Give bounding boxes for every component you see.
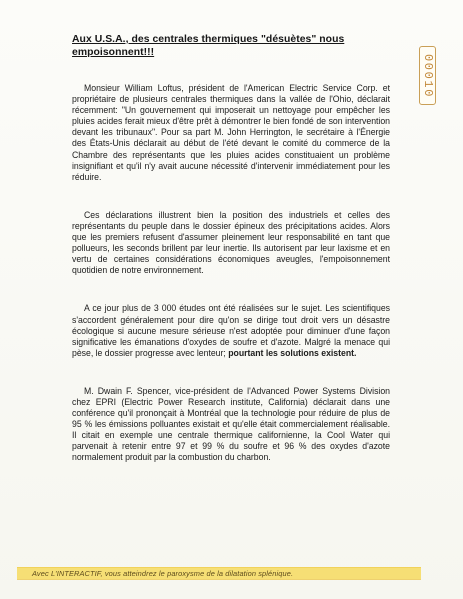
paragraph-3: A ce jour plus de 3 000 études ont été réalisées sur le sujet. Les scientifiques s'accordent généralement pour dire qu'on se dirige tout droit vers un désastre écologique si aucune mesure sérieuse n'est adoptée pour diminuer d'une façon significative les émanations d'oxydes de soufre et d'azote. Malgré la menace qui pèse, le dossier progresse avec lenteur; bbox=[72, 303, 390, 358]
page-number: 00010 bbox=[420, 53, 435, 98]
article-title: Aux U.S.A., des centrales thermiques "désuètes" nous empoisonnent!!! bbox=[72, 34, 345, 58]
article-body bbox=[72, 83, 390, 491]
paragraph-1: Monsieur William Loftus, président de l'American Electric Service Corp. et propriétaire de plusieurs centrales thermiques dans la vallée de l'Ohio, déclarait récemment: "Un gouvernement qui imposerait un nettoyage pour empêcher les pluies acides ferait mieux d'être prêt à démontrer le bien fondé de son intervention devant les tribunaux". Pour sa part M. John Herrington, le secrétaire à l'Énergie des États-Unis déclarait au début de l'été devant le comité du commerce de la Chambre des représentants que les pluies acides constituaient un problème insignifiant et qu'il n'y avait aucune nécessité d'intervenir immédiatement pour les réduire. bbox=[72, 83, 390, 182]
paragraph-3-emphasis: pourtant les solutions existent. bbox=[228, 347, 357, 358]
paragraph-4: M. Dwain F. Spencer, vice-président de l'Advanced Power Systems Division chez EPRI (Electric Power Research institute, California) déclarait dans une conférence qu'il prononçait à Montréal que la technologie pour réduire de plus de 95 % les émissions polluantes existait et qu'elle était commercialement réalisable. Il citait en exemple une centrale thermique californienne, la Cool Water qui parvenait à retenir entre 97 et 99 % du soufre et 96 % des oxydes d'azote normalement produit par la combustion du charbon. bbox=[72, 385, 390, 463]
footer-strip bbox=[17, 567, 421, 580]
page-number-tab bbox=[419, 46, 436, 105]
paragraph-2: Ces déclarations illustrent bien la position des industriels et celles des représentants du peuple dans le dossier épineux des précipitations acides. Alors que les premiers refusent d'assumer pleinement leur responsabilité en tant que pollueurs, les seconds brillent par leur inertie. Ils autorisent par leur laxisme et en vertu de certaines considérations économiques aveugles, l'empoisonnement quotidien de notre environnement. bbox=[72, 209, 390, 276]
paragraph-3-container bbox=[72, 303, 390, 358]
footer-text: Avec L'INTERACTIF, vous atteindrez le paroxysme de la dilatation splénique. bbox=[32, 569, 294, 578]
